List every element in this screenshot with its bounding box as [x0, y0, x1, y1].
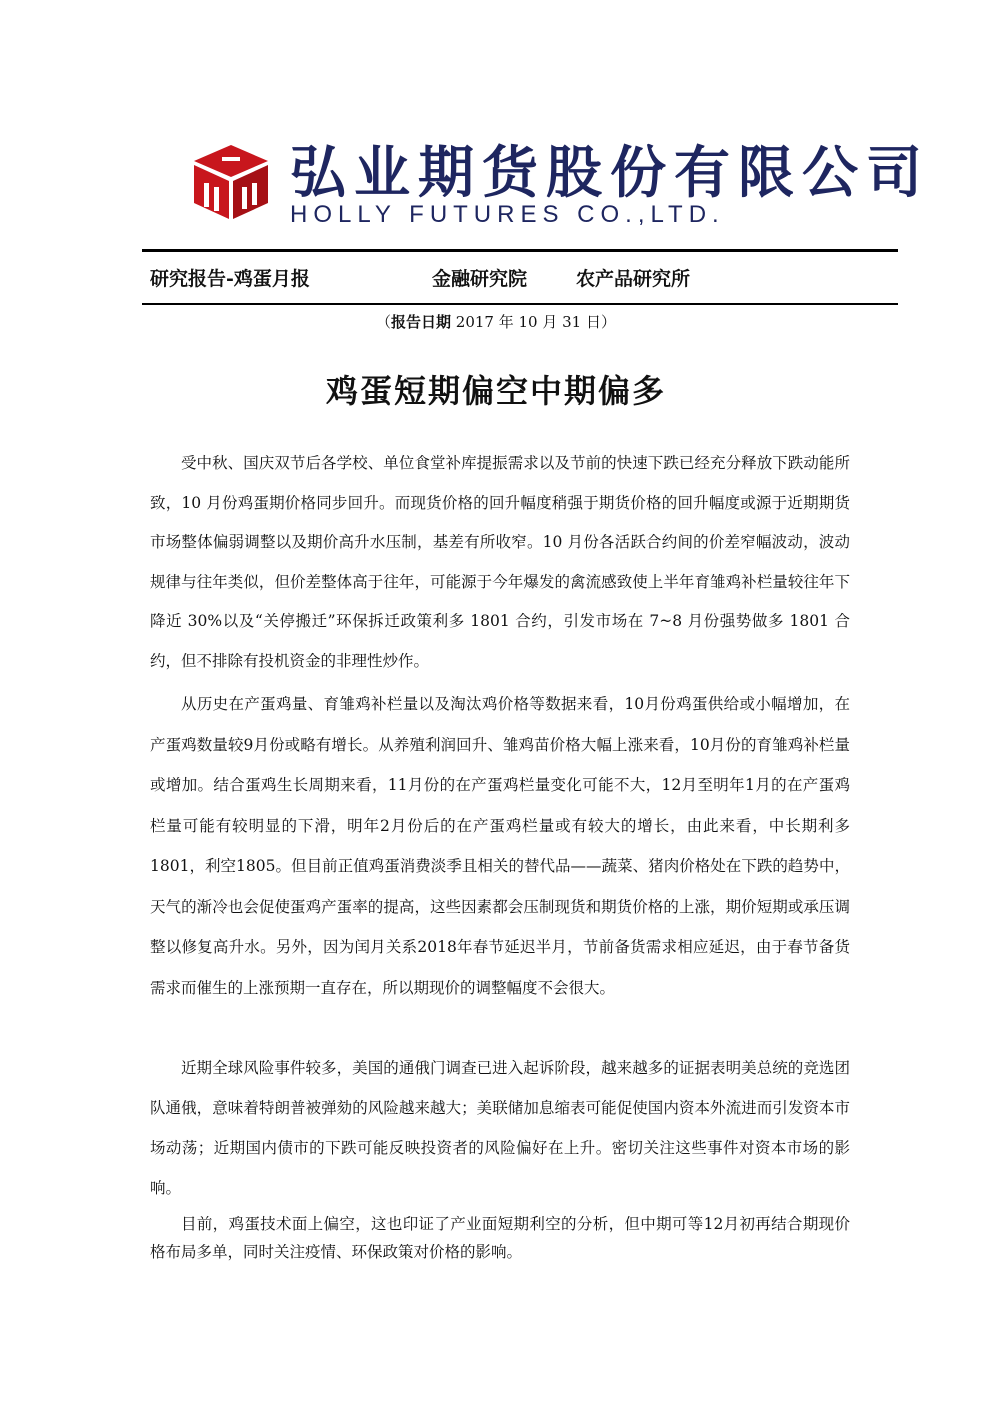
report-date-value: 2017 年 10 月 31 日）	[451, 313, 616, 331]
report-header	[150, 262, 890, 296]
report-type: 研究报告-鸡蛋月报	[150, 268, 310, 290]
report-date-label: 报告日期	[391, 313, 452, 331]
report-date	[0, 310, 992, 334]
body-paragraph: 受中秋、国庆双节后各学校、单位食堂补库提振需求以及节前的快速下跌已经充分释放下跌动能所致，10 月份鸡蛋期价格同步回升。而现货价格的回升幅度稍强于期货价格的回升幅度或源于近期期货市场整体偏弱调整以及期价高升水压制，基差有所收窄。10 月份各活跃合约间的价差窄幅波动，波动规律与往年类似，但价差整体高于往年，可能源于今年爆发的禽流感致使上半年育雏鸡补栏量较往年下降近 30%以及“关停搬迁”环保拆迁政策利多 1801 合约，引发市场在 7~8 月份强势做多 1801 合约，但不排除有投机资金的非理性炒作。	[150, 454, 850, 670]
red-cube-logo-icon	[192, 143, 270, 221]
body-paragraph: 目前，鸡蛋技术面上偏空，这也印证了产业面短期利空的分析，但中期可等12月初再结合期现价格布局多单，同时关注疫情、环保政策对价格的影响。	[150, 1215, 850, 1261]
institute-name: 金融研究院	[432, 268, 528, 290]
department-name: 农产品研究所	[576, 268, 691, 290]
header-bottom-rule	[142, 303, 898, 305]
logo-company-name-cn: 弘业期货股份有限公司	[290, 140, 930, 206]
body-paragraph: 从历史在产蛋鸡量、育雏鸡补栏量以及淘汰鸡价格等数据来看，10月份鸡蛋供给或小幅增加，在产蛋鸡数量较9月份或略有增长。从养殖利润回升、雏鸡苗价格大幅上涨来看，10月份的育雏鸡补栏量或增加。结合蛋鸡生长周期来看，11月份的在产蛋鸡栏量变化可能不大，12月至明年1月的在产蛋鸡栏量可能有较明显的下滑，明年2月份后的在产蛋鸡栏量或有较大的增长，由此来看，中长期利多1801，利空1805。但目前正值鸡蛋消费淡季且相关的替代品——蔬菜、猪肉价格处在下跌的趋势中，天气的渐冷也会促使蛋鸡产蛋率的提高，这些因素都会压制现货和期货价格的上涨，期价短期或承压调整以修复高升水。另外，因为闰月关系2018年春节延迟半月，节前备货需求相应延迟，由于春节备货需求而催生的上涨预期一直存在，所以期现价的调整幅度不会很大。	[150, 695, 850, 997]
page-title: 鸡蛋短期偏空中期偏多	[325, 372, 666, 410]
company-logo	[192, 140, 930, 233]
report-date-open: （	[376, 313, 392, 331]
body-paragraph: 近期全球风险事件较多，美国的通俄门调查已进入起诉阶段，越来越多的证据表明美总统的竞选团队通俄，意味着特朗普被弹劾的风险越来越大；美联储加息缩表可能促使国内资本外流进而引发资本市场动荡；近期国内债市的下跌可能反映投资者的风险偏好在上升。密切关注这些事件对资本市场的影响。	[150, 1059, 850, 1197]
logo-company-name-en: HOLLY FUTURES CO.,LTD.	[290, 201, 725, 228]
header-top-rule	[142, 249, 898, 252]
